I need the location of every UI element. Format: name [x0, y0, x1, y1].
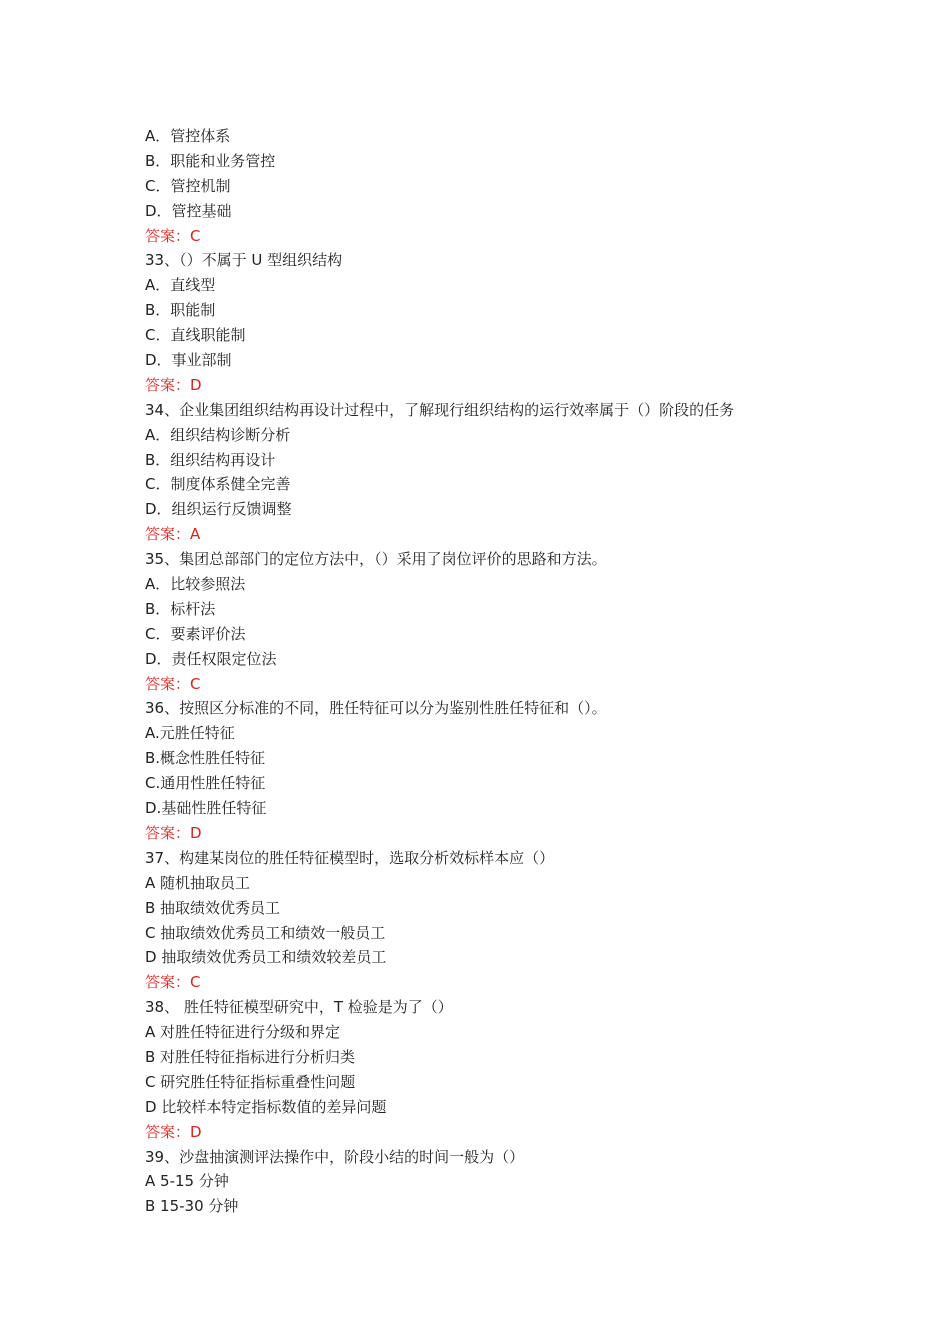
- option-line: D．管控基础: [145, 201, 232, 220]
- option-line: D．事业部制: [145, 351, 232, 370]
- option-line: A．直线型: [145, 276, 216, 295]
- answer-line: 答案：D: [145, 1122, 202, 1141]
- answer-line: 答案：D: [145, 375, 202, 394]
- option-line: C.通用性胜任特征: [145, 774, 266, 793]
- option-line: B．标杆法: [145, 599, 216, 618]
- option-line: B．职能和业务管控: [145, 151, 276, 170]
- question-stem: 39、沙盘抽演测评法操作中，阶段小结的时间一般为（）: [145, 1147, 525, 1166]
- option-line: D．组织运行反馈调整: [145, 500, 292, 519]
- option-line: A 5-15 分钟: [145, 1172, 229, 1191]
- option-line: A．比较参照法: [145, 575, 246, 594]
- question-stem: 36、按照区分标准的不同，胜任特征可以分为鉴别性胜任特征和（）。: [145, 699, 607, 718]
- answer-line: 答案：C: [145, 226, 201, 245]
- answer-line: 答案：C: [145, 973, 201, 992]
- option-line: D．责任权限定位法: [145, 649, 277, 668]
- option-line: A．组织结构诊断分析: [145, 425, 291, 444]
- question-stem: 33、（）不属于 U 型组织结构: [145, 251, 343, 270]
- option-line: B．组织结构再设计: [145, 450, 276, 469]
- option-line: C．直线职能制: [145, 326, 246, 345]
- option-line: C．要素评价法: [145, 624, 246, 643]
- option-line: D.基础性胜任特征: [145, 799, 267, 818]
- answer-line: 答案：A: [145, 525, 201, 544]
- option-line: A．管控体系: [145, 127, 231, 145]
- question-stem: 34、企业集团组织结构再设计过程中，了解现行组织结构的运行效率属于（）阶段的任务: [145, 400, 735, 419]
- answer-line: 答案：C: [145, 674, 201, 693]
- question-stem: 37、构建某岗位的胜任特征模型时，选取分析效标样本应（）: [145, 848, 555, 867]
- question-stem: 38、 胜任特征模型研究中，T 检验是为了（）: [145, 998, 453, 1017]
- option-line: B.概念性胜任特征: [145, 749, 266, 768]
- option-line: B．职能制: [145, 301, 216, 320]
- option-line: B 对胜任特征指标进行分析归类: [145, 1047, 356, 1066]
- option-line: C 抽取绩效优秀员工和绩效一般员工: [145, 923, 386, 942]
- option-line: A 对胜任特征进行分级和界定: [145, 1023, 341, 1042]
- option-line: B 抽取绩效优秀员工: [145, 898, 281, 917]
- question-stem: 35、集团总部部门的定位方法中，（）采用了岗位评价的思路和方法。: [145, 550, 607, 569]
- question-list: [145, 124, 825, 1219]
- option-line: B 15-30 分钟: [145, 1197, 239, 1216]
- option-line: C 研究胜任特征指标重叠性问题: [145, 1072, 356, 1091]
- option-line: C．制度体系健全完善: [145, 475, 291, 494]
- answer-line: 答案：D: [145, 823, 202, 842]
- option-line: C．管控机制: [145, 176, 231, 195]
- option-line: D 比较样本特定指标数值的差异问题: [145, 1097, 387, 1116]
- option-line: A 随机抽取员工: [145, 873, 251, 892]
- option-line: D 抽取绩效优秀员工和绩效较差员工: [145, 948, 387, 967]
- option-line: A.元胜任特征: [145, 724, 235, 743]
